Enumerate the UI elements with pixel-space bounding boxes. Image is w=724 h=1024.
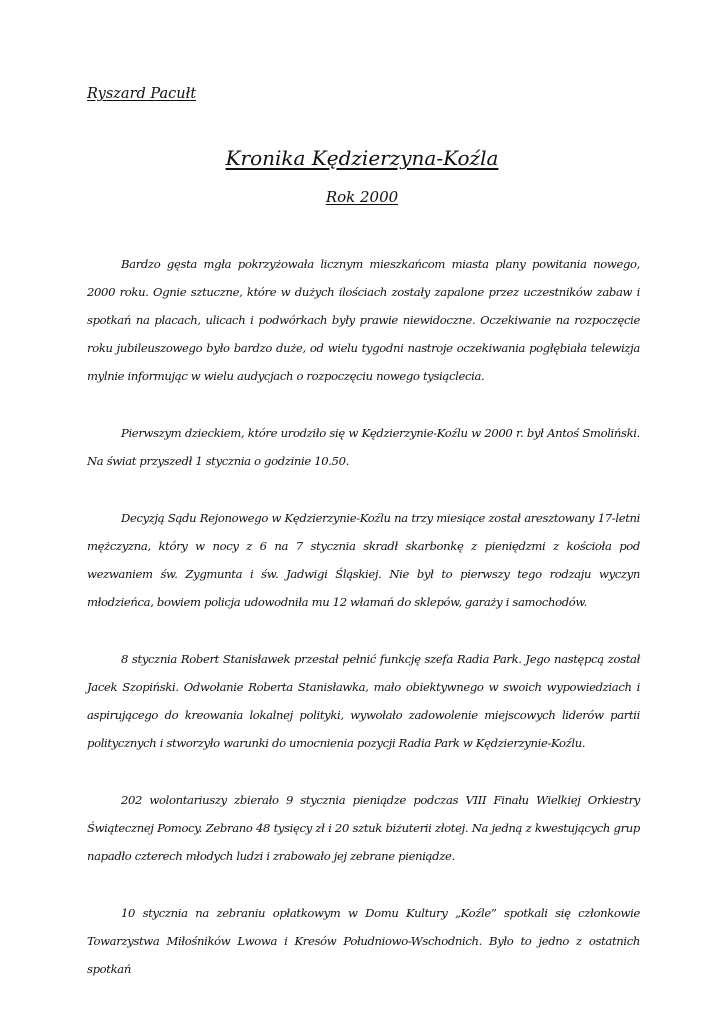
- paragraph-oplatek-meeting: 10 stycznia na zebraniu opłatkowym w Domu Kultury „Koźle” spotkali się członkowie Towarzystwa Miłośników Lwowa i Kresów Południowo-Wschodnich. Było to jedno z ostatnich spotkań: [87, 906, 640, 976]
- document-subtitle: Rok 2000: [325, 188, 399, 206]
- paragraph-court-decision: Decyzją Sądu Rejonowego w Kędzierzynie-Koźlu na trzy miesiące został aresztowany 17-letni mężczyzna, który w nocy z 6 na 7 stycznia skradł skarbonkę z pieniędzmi z kościoła pod wezwaniem św. Zygmunta i św. Jadwigi Śląskiej. Nie był to pierwszy tego rodzaju wyczyn młodzieńca, bowiem policja udowodniła mu 12 włamań do sklepów, garaży i samochodów.: [87, 511, 640, 609]
- document-title: Kronika Kędzierzyna-Koźla: [225, 146, 499, 170]
- paragraph-first-child: Pierwszym dzieckiem, które urodziło się w Kędzierzynie-Koźlu w 2000 r. był Antoś Smoliński. Na świat przyszedł 1 stycznia o godzinie 10.50.: [87, 426, 640, 468]
- paragraph-radio-park: 8 stycznia Robert Stanisławek przestał pełnić funkcję szefa Radia Park. Jego następcą został Jacek Szopiński. Odwołanie Roberta Stanisławka, mało obiektywnego w swoich wypowiedziach i aspirującego do kreowania lokalnej polityki, wywołało zadowolenie miejscowych liderów partii politycznych i stworzyło warunki do umocnienia pozycji Radia Park w Kędzierzynie-Koźlu.: [87, 652, 640, 750]
- paragraph-wosp: 202 wolontariuszy zbierało 9 stycznia pieniądze podczas VIII Finału Wielkiej Orkiestry Świątecznej Pomocy. Zebrano 48 tysięcy zł i 20 sztuk biżuterii złotej. Na jedną z kwestujących grup napadło czterech młodych ludzi i zrabowało jej zebrane pieniądze.: [87, 793, 640, 863]
- author-name: Ryszard Pacułt: [87, 86, 197, 102]
- document-body: [87, 250, 640, 1012]
- paragraph-new-year: Bardzo gęsta mgła pokrzyżowała licznym mieszkańcom miasta plany powitania nowego, 2000 roku. Ognie sztuczne, które w dużych ilościach zostały zapalone przez uczestników zabaw i spotkań na placach, ulicach i podwórkach były prawie niewidoczne. Oczekiwanie na rozpoczęcie roku jubileuszowego było bardzo duże, od wielu tygodni nastroje oczekiwania pogłębiała telewizja mylnie informując w wielu audycjach o rozpoczęciu nowego tysiąclecia.: [87, 257, 640, 383]
